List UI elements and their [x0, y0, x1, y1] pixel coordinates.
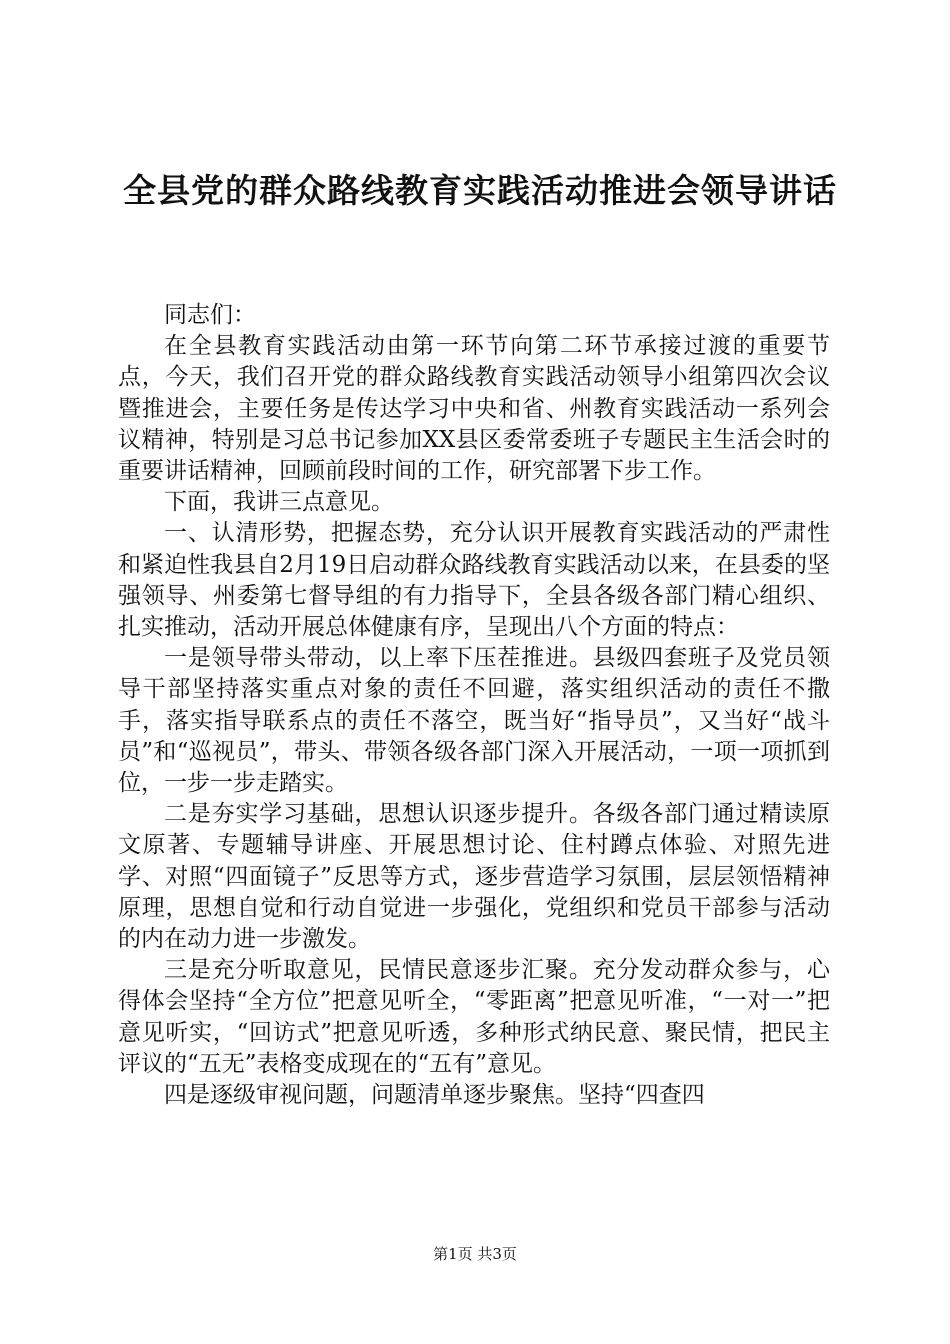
- paragraph: 一是领导带头带动，以上率下压茬推进。县级四套班子及党员领导干部坚持落实重点对象的责任不回避，落实组织活动的责任不撒手，落实指导联系点的责任不落空，既当好“指导员”，又当好“战斗员”和“巡视员”，带头、带领各级各部门深入开展活动，一项一项抓到位，一步一步走踏实。: [118, 645, 830, 797]
- paragraph: 三是充分听取意见，民情民意逐步汇聚。充分发动群众参与，心得体会坚持“全方位”把意见听全，“零距离”把意见听准，“一对一”把意见听实，“回访式”把意见听透，多种形式纳民意、聚民情，把民主评议的“五无”表格变成现在的“五有”意见。: [118, 957, 830, 1077]
- document-title: 全县党的群众路线教育实践活动推进会领导讲话: [123, 171, 837, 210]
- document-body: [118, 300, 830, 1111]
- paragraph: 下面，我讲三点意见。: [164, 489, 394, 516]
- paragraph-greeting: 同志们：: [164, 302, 256, 328]
- page-footer: 第1页 共3页: [433, 1245, 517, 1263]
- paragraph: 一、认清形势，把握态势，充分认识开展教育实践活动的严肃性和紧迫性我县自2月19日启动群众路线教育实践活动以来，在县委的坚强领导、州委第七督导组的有力指导下，全县各级各部门精心组织、扎实推动，活动开展总体健康有序，呈现出八个方面的特点：: [118, 520, 830, 641]
- paragraph: 二是夯实学习基础，思想认识逐步提升。各级各部门通过精读原文原著、专题辅导讲座、开展思想讨论、住村蹲点体验、对照先进学、对照“四面镜子”反思等方式，逐步营造学习氛围，层层领悟精神原理，思想自觉和行动自觉进一步强化，党组织和党员干部参与活动的内在动力进一步激发。: [118, 801, 830, 953]
- paragraph: 在全县教育实践活动由第一环节向第二环节承接过渡的重要节点，今天，我们召开党的群众路线教育实践活动领导小组第四次会议暨推进会，主要任务是传达学习中央和省、州教育实践活动一系列会议精神，特别是习总书记参加XX县区委常委班子专题民主生活会时的重要讲话精神，回顾前段时间的工作，研究部署下步工作。: [118, 333, 830, 485]
- paragraph: 四是逐级审视问题，问题清单逐步聚焦。坚持“四查四: [164, 1082, 705, 1109]
